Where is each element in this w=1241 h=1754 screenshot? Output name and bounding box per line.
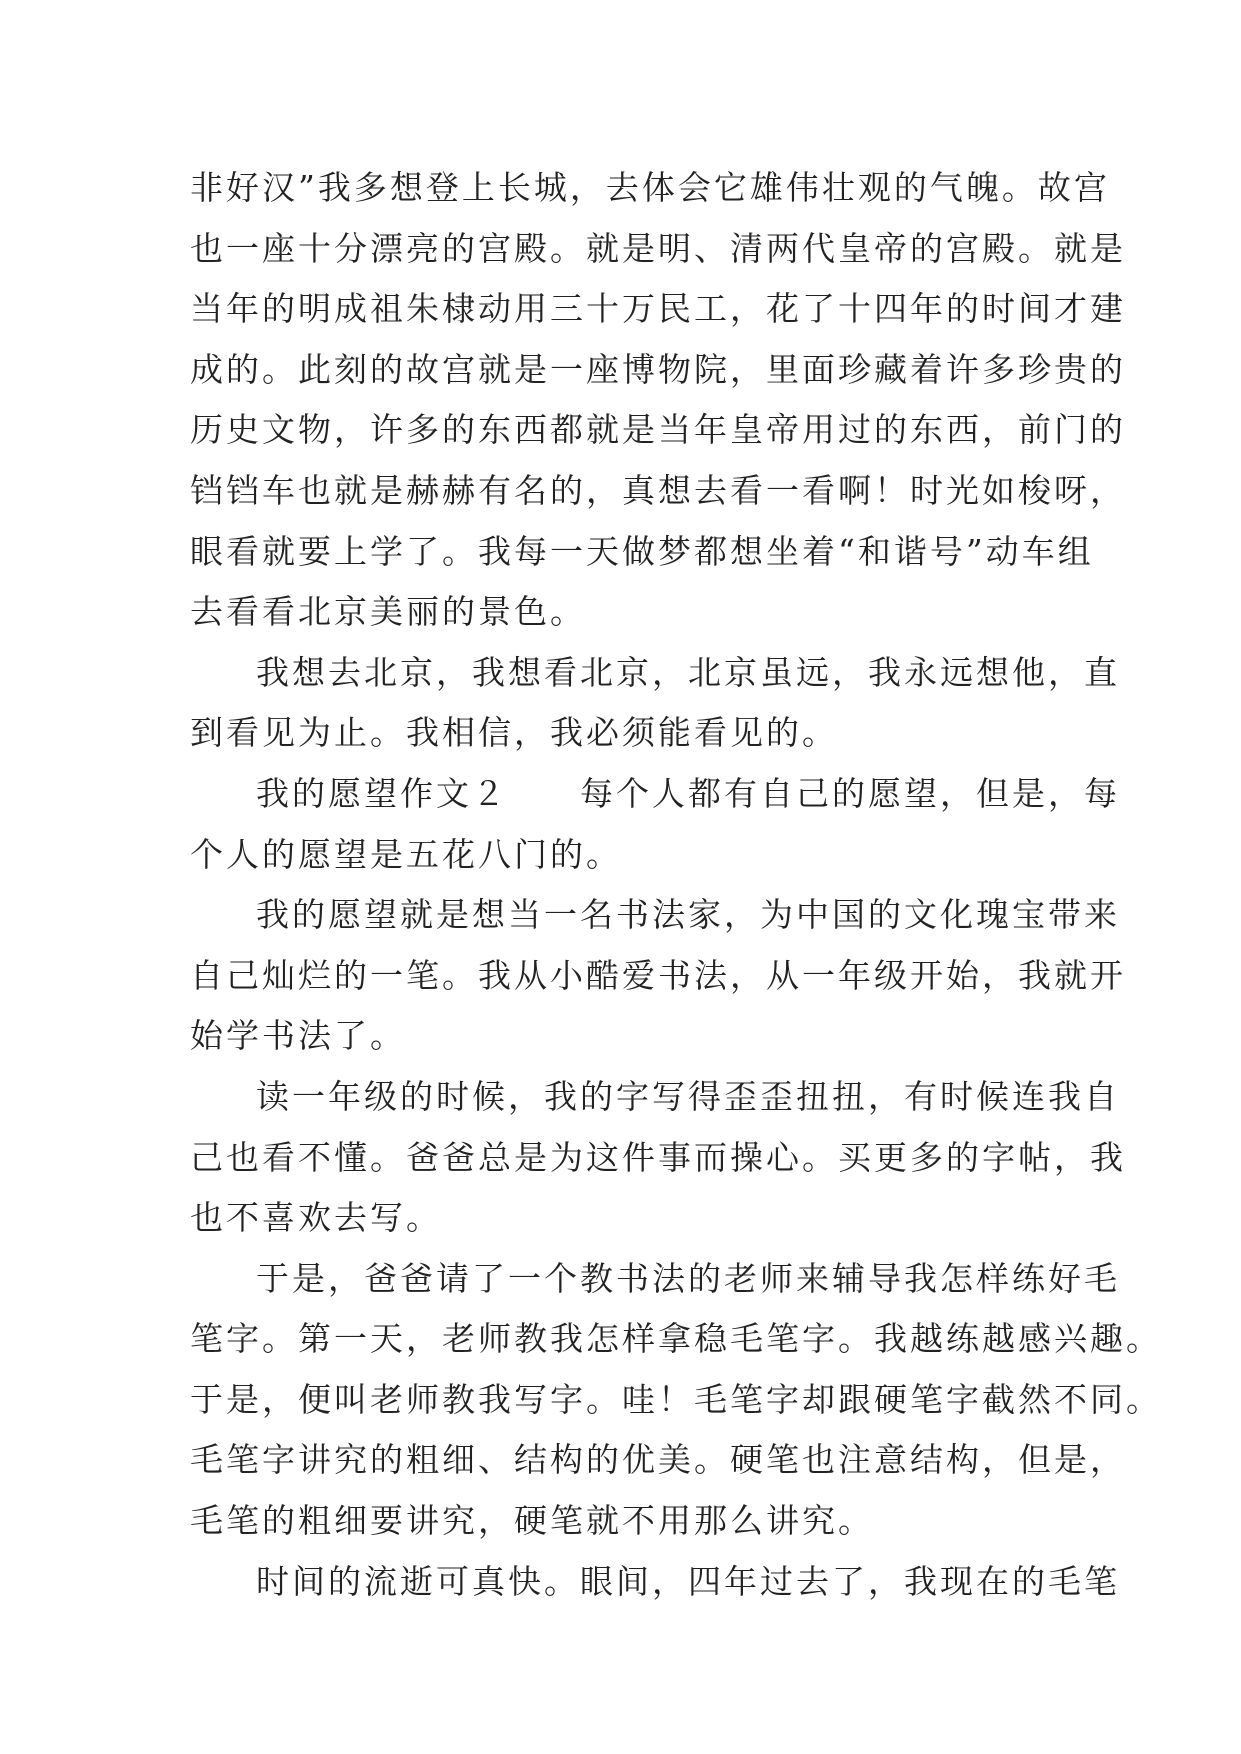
text-line: 我的愿望就是想当一名书法家，为中国的文化瑰宝带来 xyxy=(256,895,1120,935)
text-line: 读一年级的时候，我的字写得歪歪扭扭，有时候连我自 xyxy=(256,1076,1120,1116)
text-line: 成的。此刻的故宫就是一座博物院，里面珍藏着许多珍贵的 xyxy=(190,349,1126,389)
text-line: 笔字。第一天，老师教我怎样拿稳毛笔字。我越练越感兴趣。 xyxy=(190,1319,1162,1359)
text-line: 去看看北京美丽的景色。 xyxy=(190,592,586,632)
text-line: 时间的流逝可真快。眼间，四年过去了，我现在的毛笔 xyxy=(256,1561,1120,1601)
text-line: 我的愿望作文２ 每个人都有自己的愿望，但是，每 xyxy=(256,773,1120,813)
text-line: 非好汉”我多想登上长城，去体会它雄伟壮观的气魄。故宫 xyxy=(190,168,1110,207)
text-line: 当年的明成祖朱棣动用三十万民工，花了十四年的时间才建 xyxy=(190,289,1126,329)
text-line: 于是，爸爸请了一个教书法的老师来辅导我怎样练好毛 xyxy=(256,1258,1120,1298)
text-line: 毛笔字讲究的粗细、结构的优美。硬笔也注意结构，但是， xyxy=(190,1440,1126,1480)
text-line: 我想去北京，我想看北京，北京虽远，我永远想他，直 xyxy=(256,652,1120,692)
text-line: 到看见为止。我相信，我必须能看见的。 xyxy=(190,713,838,753)
text-line: 眼看就要上学了。我每一天做梦都想坐着“和谐号”动车组 xyxy=(190,531,1094,571)
document-body xyxy=(190,158,1162,1612)
text-line: 历史文物，许多的东西都就是当年皇帝用过的东西，前门的 xyxy=(190,410,1126,450)
text-line: 自己灿烂的一笔。我从小酷爱书法，从一年级开始，我就开 xyxy=(190,955,1126,995)
text-line: 毛笔的粗细要讲究，硬笔就不用那么讲究。 xyxy=(190,1501,874,1541)
text-line: 也不喜欢去写。 xyxy=(190,1198,442,1238)
text-line: 始学书法了。 xyxy=(190,1016,406,1056)
text-line: 己也看不懂。爸爸总是为这件事而操心。买更多的字帖，我 xyxy=(190,1137,1126,1177)
text-line: 于是，便叫老师教我写字。哇！毛笔字却跟硬笔字截然不同。 xyxy=(190,1379,1162,1419)
text-line: 铛铛车也就是赫赫有名的，真想去看一看啊！时光如梭呀， xyxy=(190,470,1126,510)
text-line: 个人的愿望是五花八门的。 xyxy=(190,834,622,874)
text-line: 也一座十分漂亮的宫殿。就是明、清两代皇帝的宫殿。就是 xyxy=(190,228,1126,268)
